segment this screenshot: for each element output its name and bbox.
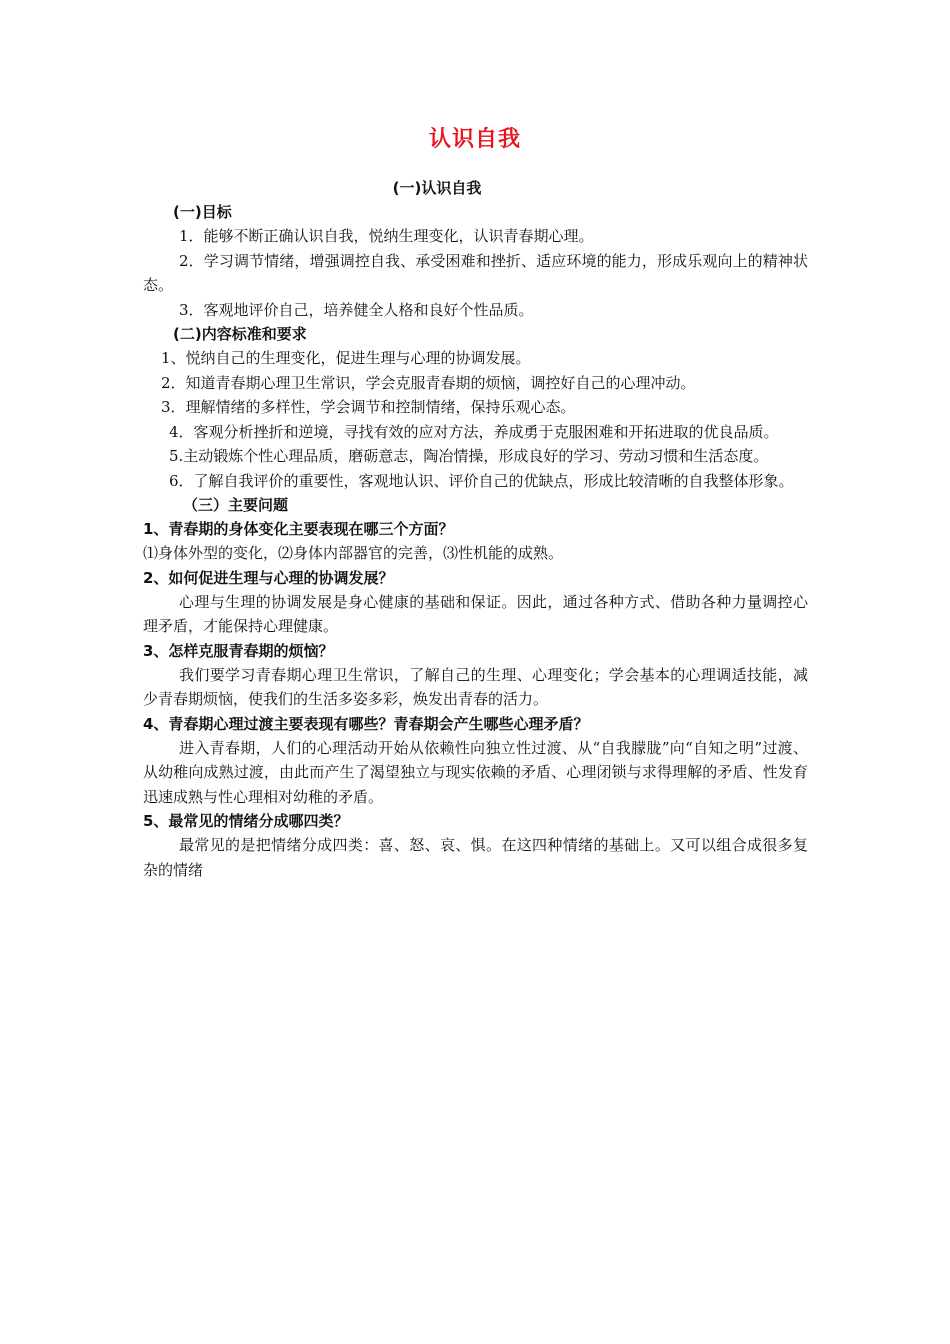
question-heading: 4、青春期心理过渡主要表现有哪些？青春期会产生哪些心理矛盾？ [143,714,589,733]
question-heading: 2、如何促进生理与心理的协调发展？ [143,568,394,587]
answer-text: ⑴身体外型的变化，⑵身体内部器官的完善，⑶性机能的成熟。 [143,544,564,562]
goal-item: 1．能够不断正确认识自我，悦纳生理变化，认识青春期心理。 [179,227,594,245]
answer-text: 我们要学习青春期心理卫生常识，了解自己的生理、心理变化；学会基本的心理调适技能，减少青春期烦恼，使我们的生活多姿多彩，焕发出青春的活力。 [143,665,808,708]
answer-text: 最常见的是把情绪分成四类：喜、怒、哀、惧。在这四种情绪的基础上。又可以组合成很多复杂的情绪 [143,836,808,879]
standard-item: 3．理解情绪的多样性，学会调节和控制情绪，保持乐观心态。 [161,398,576,416]
page-subtitle: (一)认识自我 [392,179,482,197]
section-heading-goals: (一)目标 [173,203,232,221]
page-title: 认识自我 [428,127,521,152]
standard-item: 2．知道青春期心理卫生常识，学会克服青春期的烦恼，调控好自己的心理冲动。 [161,373,696,392]
answer-text: 进入青春期，人们的心理活动开始从依赖性向独立性过渡、从“自我朦胧”向“自知之明”过渡、从幼稚向成熟过渡，由此而产生了渴望独立与现实依赖的矛盾、心理闭锁与求得理解的矛盾、性发育迅速成熟与性心理相对幼稚的矛盾。 [143,738,808,806]
standard-item: 5.主动锻炼个性心理品质，磨砺意志，陶冶情操，形成良好的学习、劳动习惯和生活态度。 [169,447,769,465]
answer-text: 心理与生理的协调发展是身心健康的基础和保证。因此，通过各种方式、借助各种力量调控心理矛盾，才能保持心理健康。 [143,592,808,635]
standard-item: 4．客观分析挫折和逆境，寻找有效的应对方法，养成勇于克服困难和开拓进取的优良品质。 [169,422,779,441]
standard-item: 6．了解自我评价的重要性，客观地认识、评价自己的优缺点，形成比较清晰的自我整体形象。 [169,471,794,490]
goal-item: 2．学习调节情绪，增强调控自我、承受困难和挫折、适应环境的能力，形成乐观向上的精神状态。 [143,251,808,294]
document-body [143,200,808,882]
section-heading-questions: （三）主要问题 [183,496,289,514]
question-heading: 3、怎样克服青春期的烦恼？ [143,641,334,660]
question-heading: 5、最常见的情绪分成哪四类？ [143,812,349,830]
question-heading: 1、青春期的身体变化主要表现在哪三个方面？ [143,520,454,538]
section-heading-standards: (二)内容标准和要求 [173,325,307,343]
standard-item: 1、悦纳自己的生理变化，促进生理与心理的协调发展。 [161,349,531,367]
goal-item: 3．客观地评价自己，培养健全人格和良好个性品质。 [179,300,534,319]
